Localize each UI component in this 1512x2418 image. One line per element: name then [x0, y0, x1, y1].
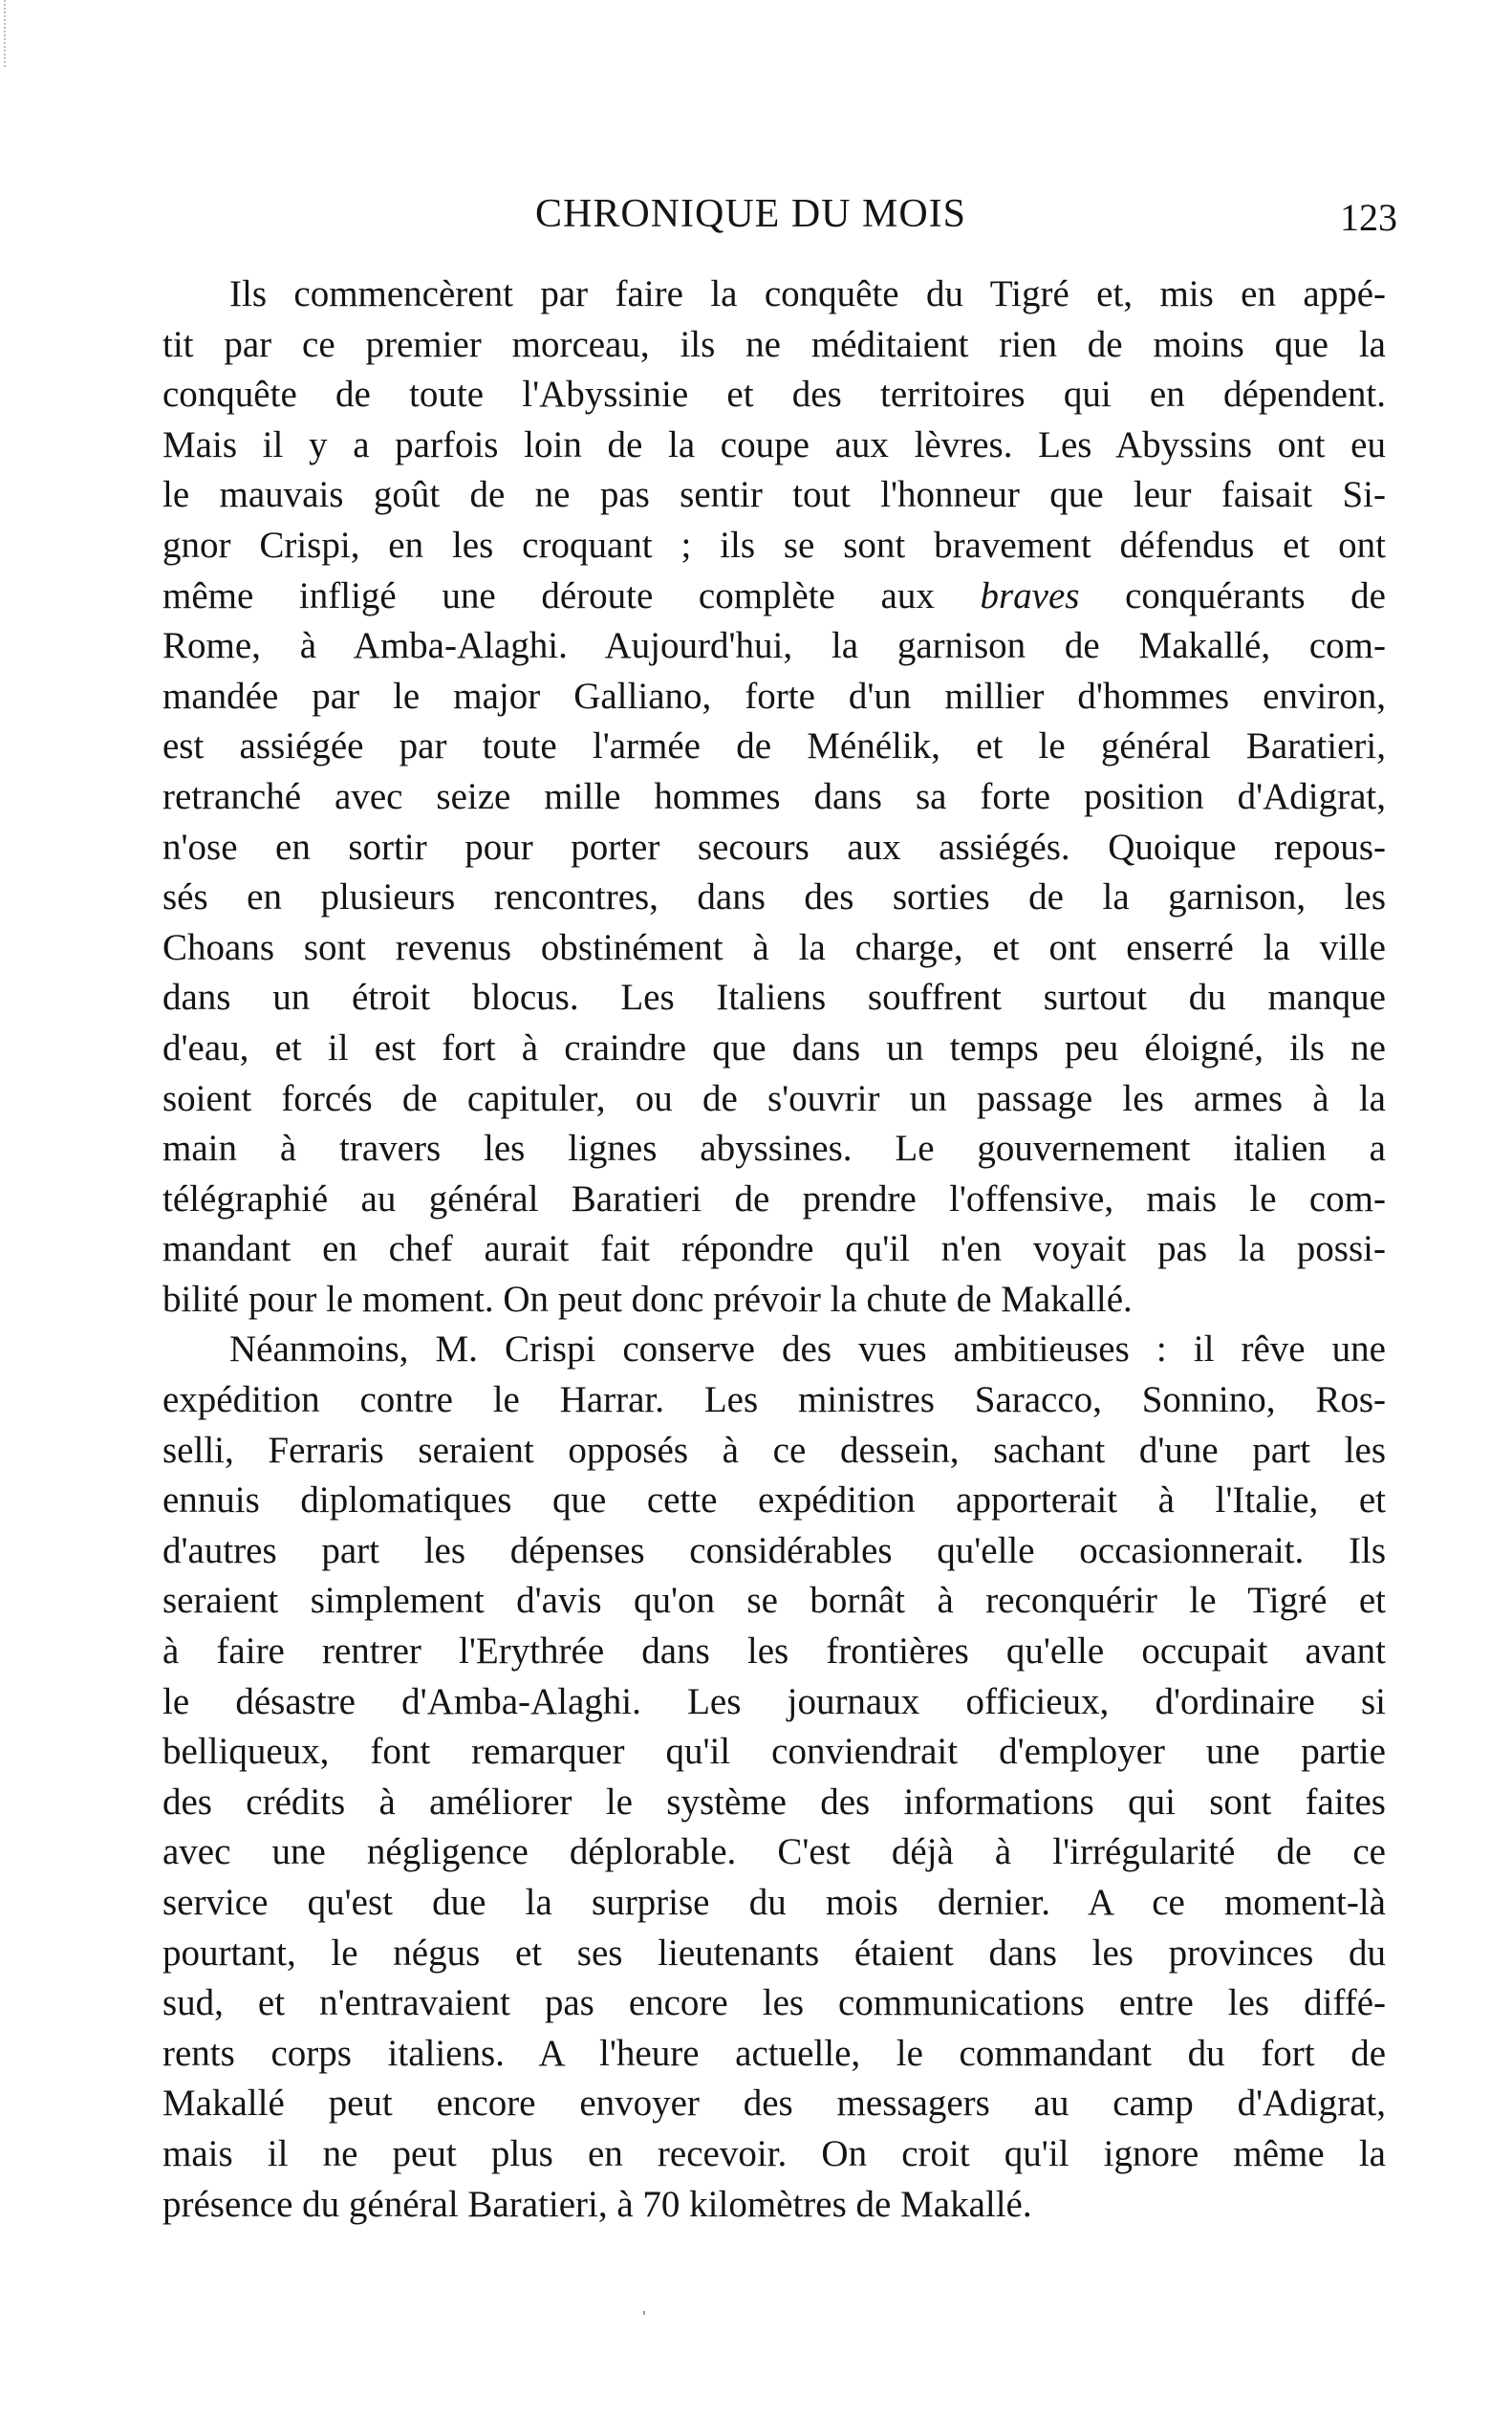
- text-line: bilité pour le moment. On peut donc prévoir la chute de Makallé.: [162, 1278, 1133, 1320]
- running-head: CHRONIQUE DU MOIS: [535, 192, 967, 236]
- text-line: soient forcés de capituler, ou de s'ouvrir un passage les armes à la: [162, 1077, 1386, 1119]
- text-line: mandée par le major Galliano, forte d'un millier d'hommes environ,: [162, 675, 1386, 717]
- text-line: seraient simplement d'avis qu'on se bornât à reconquérir le Tigré et: [162, 1580, 1386, 1622]
- text-line: même infligé une déroute complète aux braves conquérants de: [162, 574, 1386, 616]
- paragraph-2: [162, 1325, 1386, 2230]
- text-line: le désastre d'Amba-Alaghi. Les journaux officieux, d'ordinaire si: [162, 1680, 1386, 1722]
- text-line: mais il ne peut plus en recevoir. On croit qu'il ignore même la: [162, 2132, 1386, 2174]
- text-line: dans un étroit blocus. Les Italiens souffrent surtout du manque: [162, 977, 1386, 1019]
- text-line: n'ose en sortir pour porter secours aux assiégés. Quoique repous-: [162, 826, 1386, 868]
- text-line: main à travers les lignes abyssines. Le gouvernement italien a: [162, 1128, 1386, 1170]
- text-line: expédition contre le Harrar. Les ministres Saracco, Sonnino, Ros-: [162, 1379, 1386, 1421]
- text-line: sés en plusieurs rencontres, dans des sorties de la garnison, les: [162, 876, 1386, 918]
- text-line: Makallé peut encore envoyer des messagers au camp d'Adigrat,: [162, 2083, 1386, 2125]
- text-line: à faire rentrer l'Erythrée dans les frontières qu'elle occupait avant: [162, 1630, 1386, 1673]
- scan-edge-artifact: [4, 0, 8, 67]
- page-header: [162, 191, 1397, 248]
- text-line: Néanmoins, M. Crispi conserve des vues ambitieuses : il rêve une: [229, 1328, 1386, 1371]
- text-line: Rome, à Amba-Alaghi. Aujourd'hui, la garnison de Makallé, com-: [162, 625, 1386, 667]
- text-line: d'autres part les dépenses considérables qu'elle occasionnerait. Ils: [162, 1529, 1386, 1571]
- body-text: [162, 270, 1386, 2230]
- text-line: belliqueux, font remarquer qu'il conviendrait d'employer une partie: [162, 1731, 1386, 1773]
- page-number: 123: [1340, 196, 1397, 239]
- text-line: avec une négligence déplorable. C'est déjà à l'irrégularité de ce: [162, 1831, 1386, 1873]
- text-line: conquête de toute l'Abyssinie et des territoires qui en dépendent.: [162, 374, 1386, 416]
- text-line: est assiégée par toute l'armée de Ménélik, et le général Baratieri,: [162, 725, 1386, 767]
- text-line: gnor Crispi, en les croquant ; ils se sont bravement défendus et ont: [162, 524, 1386, 566]
- text-line: des crédits à améliorer le système des informations qui sont faites: [162, 1781, 1386, 1823]
- text-line: d'eau, et il est fort à craindre que dans un temps peu éloigné, ils ne: [162, 1026, 1386, 1069]
- text-line: rents corps italiens. A l'heure actuelle, le commandant du fort de: [162, 2032, 1386, 2074]
- text-line: télégraphié au général Baratieri de prendre l'offensive, mais le com-: [162, 1177, 1386, 1220]
- text-line: ennuis diplomatiques que cette expédition apporterait à l'Italie, et: [162, 1479, 1386, 1522]
- text-line: sud, et n'entravaient pas encore les communications entre les diffé-: [162, 1982, 1386, 2024]
- text-line: Mais il y a parfois loin de la coupe aux lèvres. Les Abyssins ont eu: [162, 423, 1386, 465]
- text-line: tit par ce premier morceau, ils ne méditaient rien de moins que la: [162, 323, 1386, 365]
- text-line: service qu'est due la surprise du mois dernier. A ce moment-là: [162, 1882, 1386, 1923]
- italic-word: braves: [980, 574, 1080, 616]
- text-line: mandant en chef aurait fait répondre qu'il n'en voyait pas la possi-: [162, 1228, 1386, 1270]
- ink-speck: [643, 2311, 645, 2315]
- paragraph-1: [162, 270, 1386, 1325]
- text-line: Choans sont revenus obstinément à la charge, et ont enserré la ville: [162, 926, 1386, 968]
- text-line: présence du général Baratieri, à 70 kilomètres de Makallé.: [162, 2183, 1032, 2225]
- text-line: retranché avec seize mille hommes dans sa forte position d'Adigrat,: [162, 775, 1386, 817]
- text-line: Ils commencèrent par faire la conquête du Tigré et, mis en appé-: [229, 273, 1386, 314]
- text-line: pourtant, le négus et ses lieutenants étaient dans les provinces du: [162, 1932, 1386, 1974]
- text-line: le mauvais goût de ne pas sentir tout l'honneur que leur faisait Si-: [162, 474, 1386, 516]
- text-line: selli, Ferraris seraient opposés à ce dessein, sachant d'une part les: [162, 1429, 1386, 1471]
